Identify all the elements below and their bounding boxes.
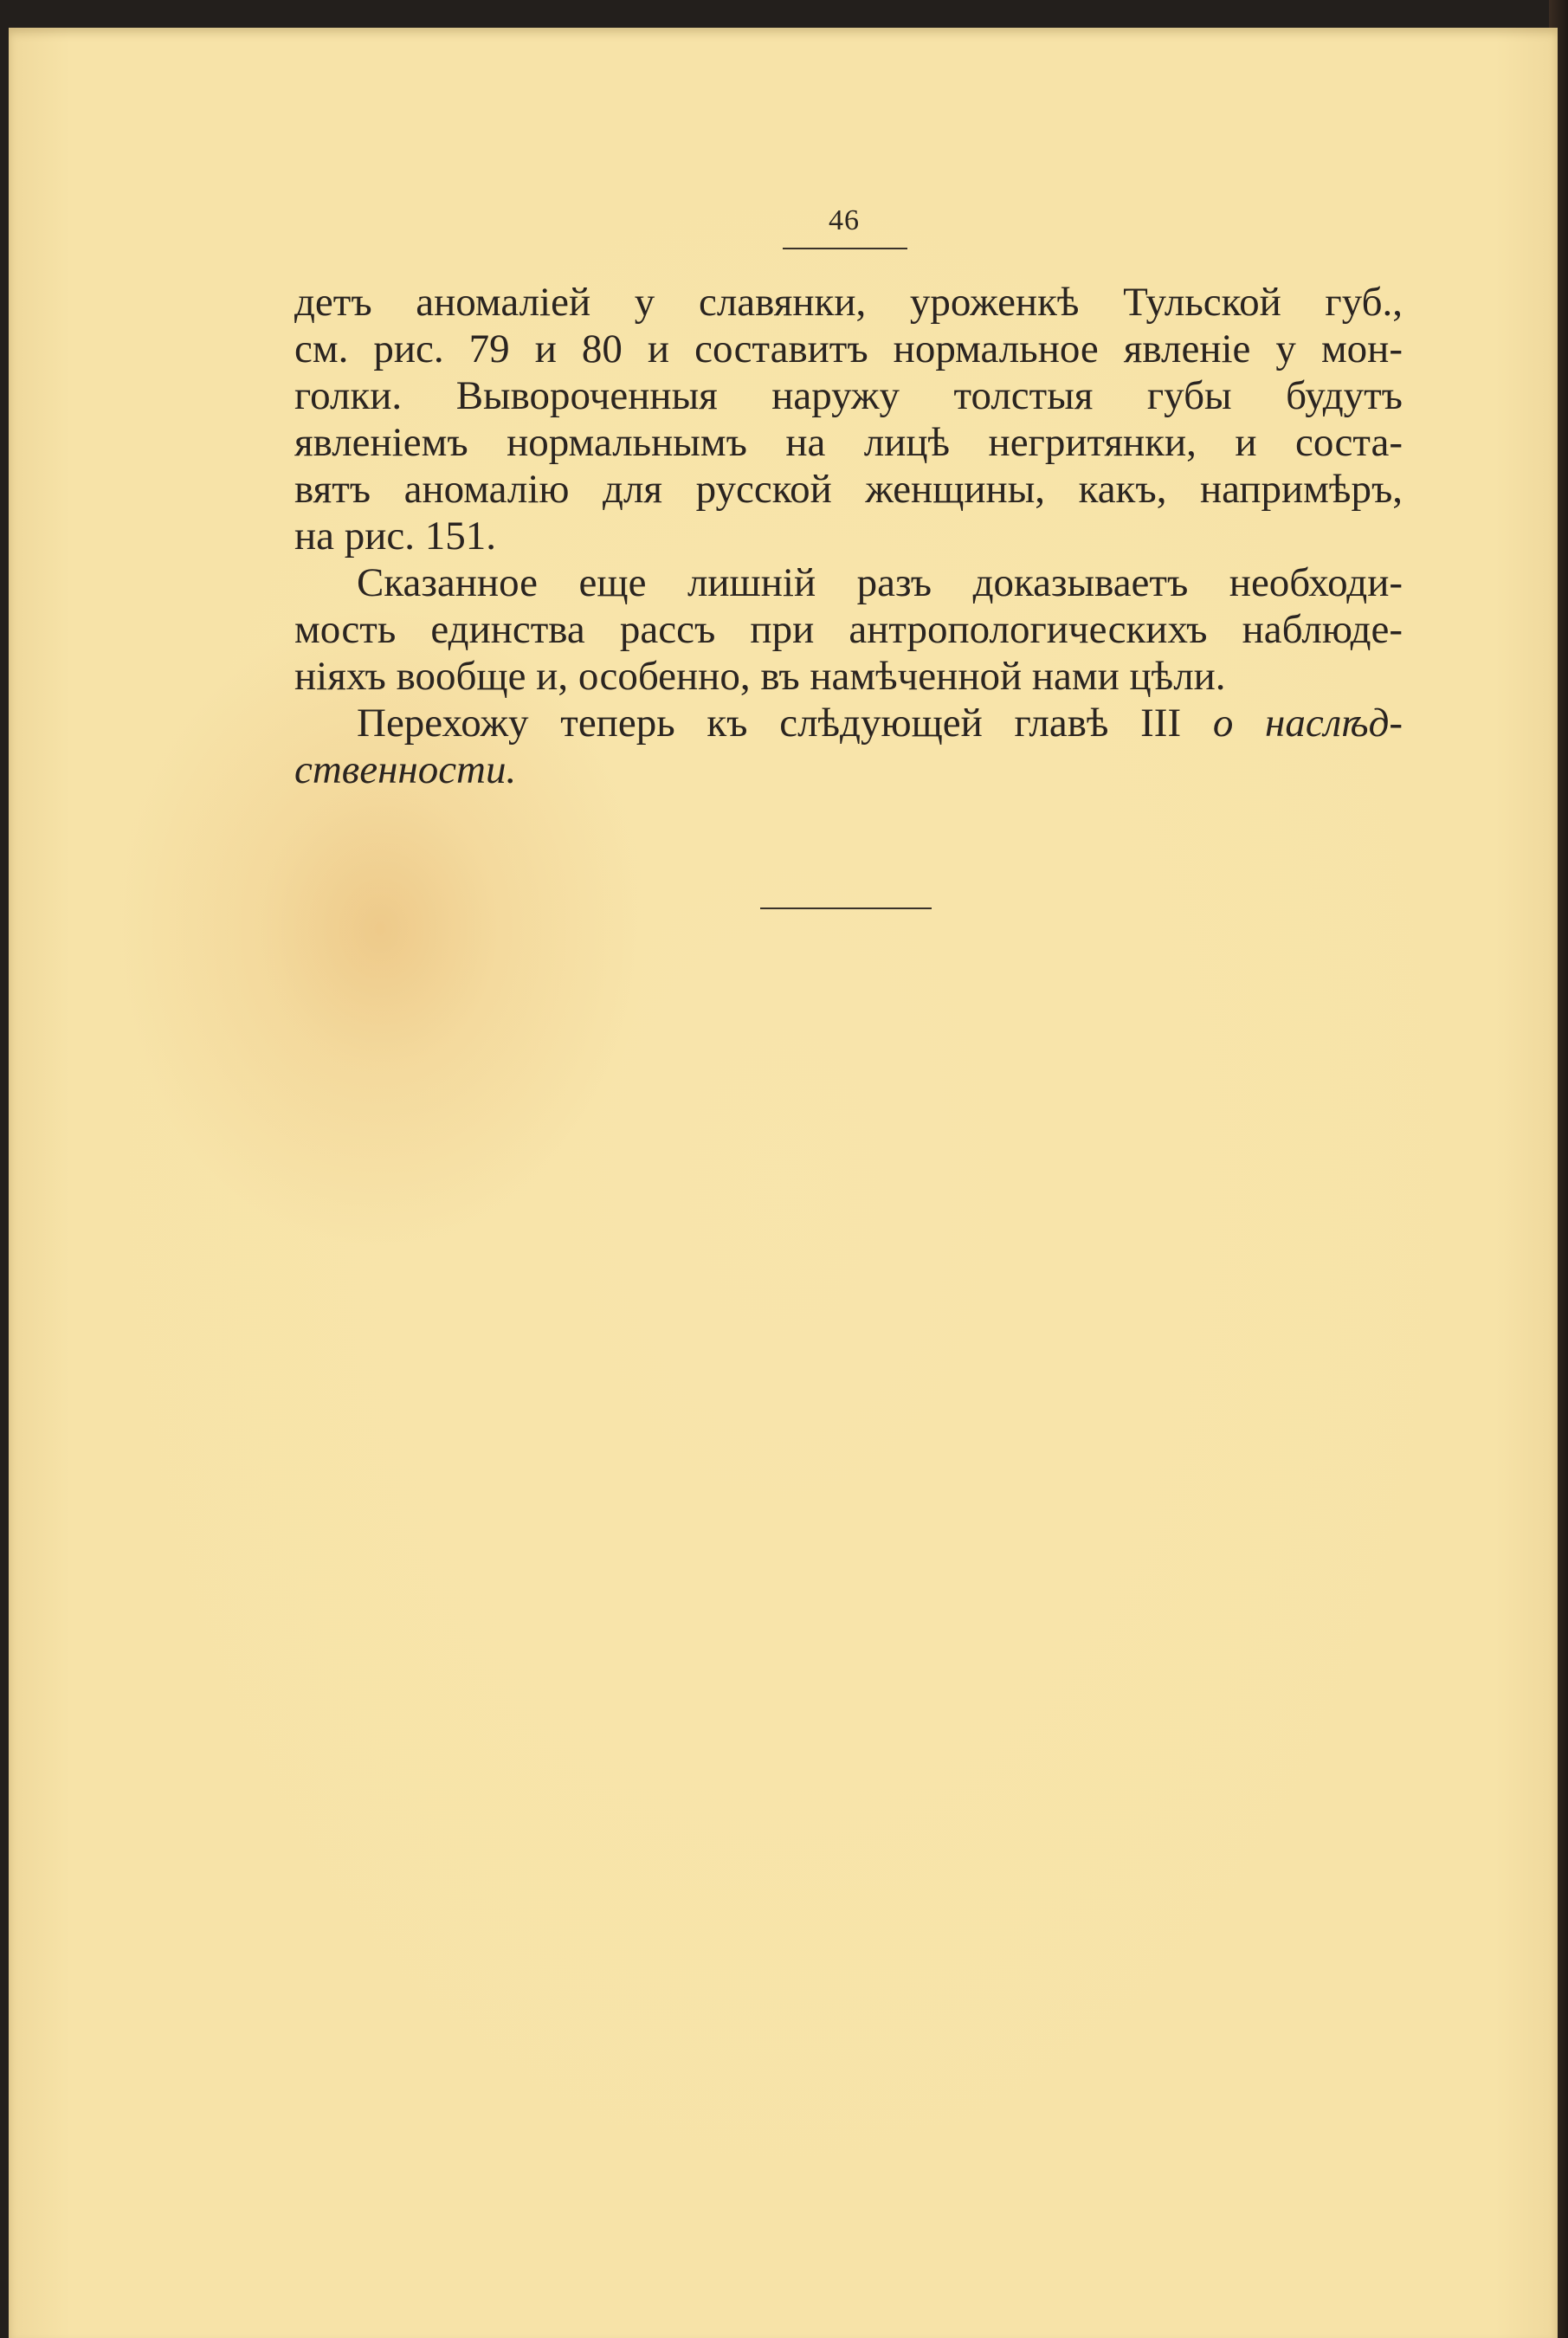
paragraph-3 [294, 700, 1403, 793]
page-number: 46 [829, 204, 860, 236]
page-number-rule [783, 248, 907, 249]
text-line [294, 700, 1403, 746]
text-line: явленiемъ нормальнымъ на лицѣ негритянки, и соста- [294, 420, 1403, 465]
text-run: Перехожу теперь къ слѣдующей главѣ III [357, 701, 1182, 746]
section-end-rule [760, 907, 932, 909]
text-line: на рис. 151. [294, 513, 497, 559]
italic-text-line: ственности. [294, 747, 517, 792]
text-line: мость единства рассъ при антропологическихъ наблюде- [294, 607, 1403, 652]
text-line: нiяхъ вообще и, особенно, въ намѣченной нами цѣли. [294, 654, 1226, 699]
text-line: вятъ аномалiю для русской женщины, какъ, напримѣръ, [294, 467, 1403, 512]
paragraph-2 [294, 559, 1403, 700]
text-line: Сказанное еще лишнiй разъ доказываетъ необходи- [357, 560, 1403, 605]
italic-text-run: о наслѣд- [1212, 701, 1403, 746]
body-text [294, 279, 1403, 793]
paragraph-1 [294, 279, 1403, 559]
text-line: голки. Вывороченныя наружу толстыя губы будутъ [294, 373, 1403, 418]
text-line: см. рис. 79 и 80 и составитъ нормальное явленiе у мон- [294, 326, 1403, 371]
text-line: детъ аномалiей у славянки, уроженкѣ Тульской губ., [294, 280, 1403, 325]
